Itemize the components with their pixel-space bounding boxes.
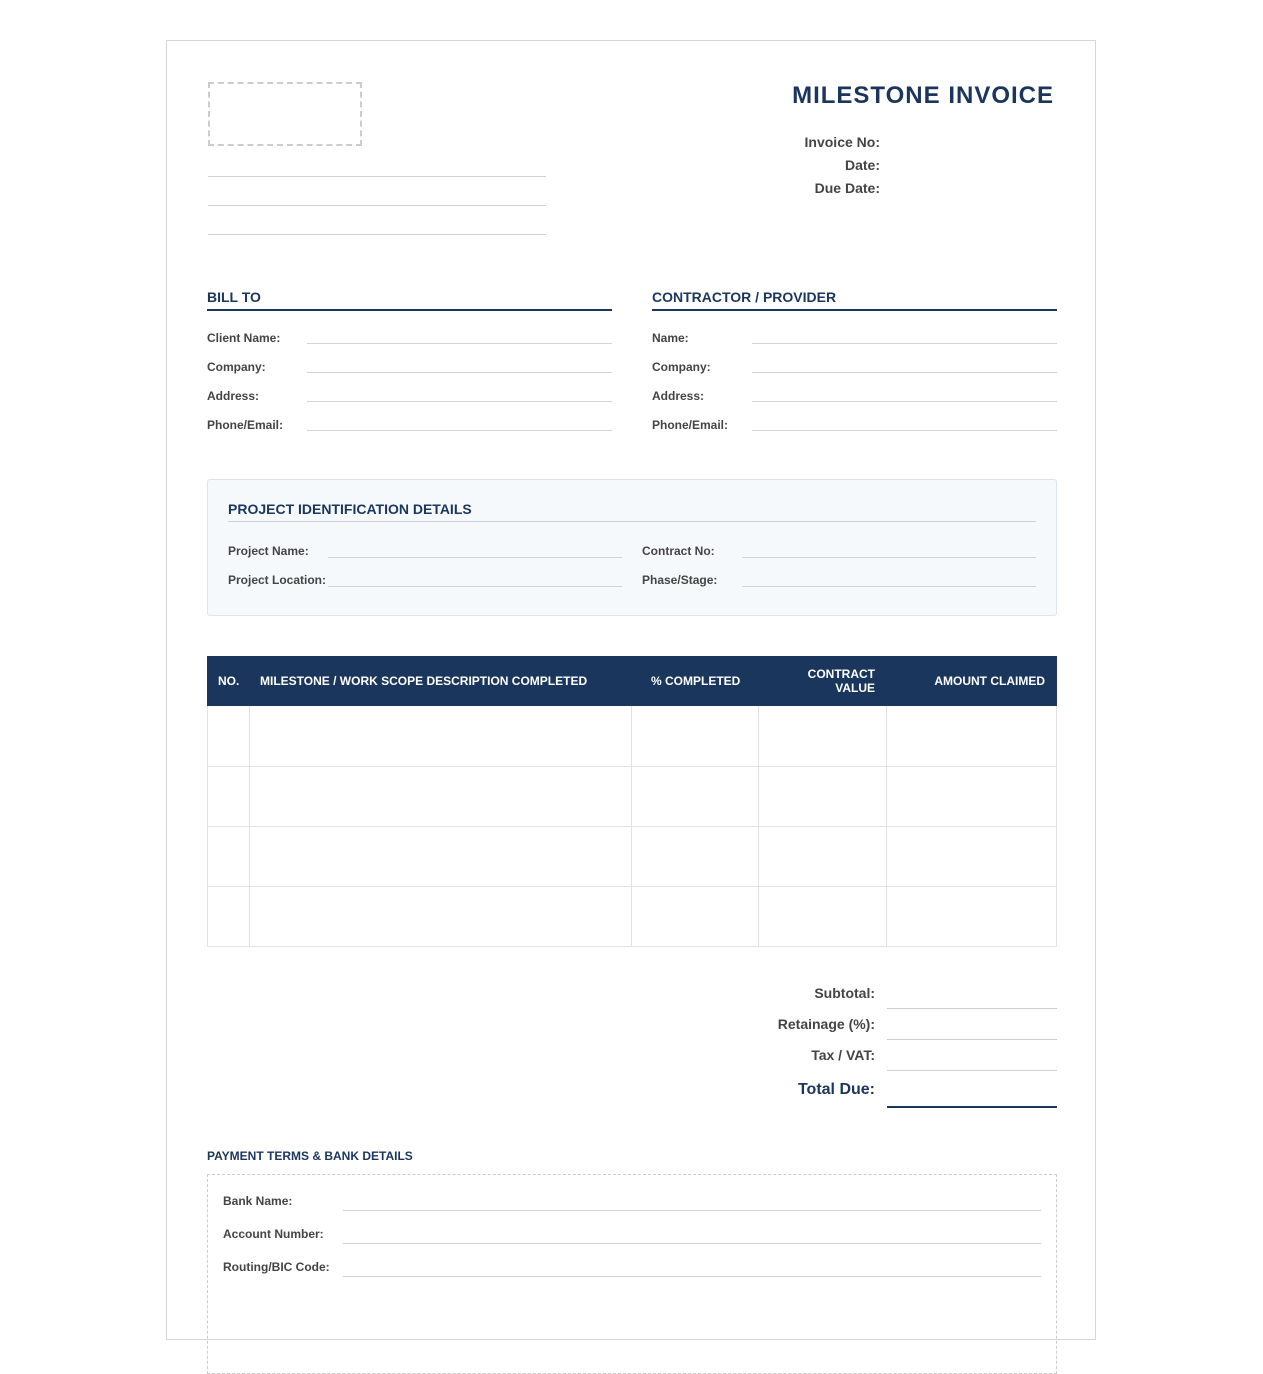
routing-bic-field[interactable] <box>343 1276 1041 1277</box>
client-name-label: Client Name: <box>207 331 281 345</box>
col-no: NO. <box>218 674 240 688</box>
bill-phone-email-label: Phone/Email: <box>207 418 284 432</box>
invoice-title: MILESTONE INVOICE <box>792 82 1054 109</box>
payment-details-box <box>207 1174 1057 1374</box>
bank-name-label: Bank Name: <box>223 1194 293 1208</box>
total-due-field[interactable] <box>887 1106 1057 1108</box>
due-date-label: Due Date: <box>814 180 880 196</box>
contractor-name-label: Name: <box>652 331 689 345</box>
invoice-no-label: Invoice No: <box>804 134 880 150</box>
project-heading-rule <box>228 521 1036 522</box>
subtotal-label: Subtotal: <box>814 985 875 1001</box>
bill-company-label: Company: <box>207 360 266 374</box>
account-number-field[interactable] <box>343 1243 1041 1244</box>
company-address-line[interactable] <box>208 234 546 235</box>
col-percent-completed: % COMPLETED <box>651 674 741 688</box>
table-row[interactable] <box>207 826 1057 827</box>
contractor-phone-email-field[interactable] <box>752 430 1057 431</box>
bank-name-field[interactable] <box>343 1210 1041 1211</box>
contract-no-field[interactable] <box>742 557 1036 558</box>
col-contract-value-line1: CONTRACT <box>807 667 875 681</box>
bill-company-field[interactable] <box>307 372 612 373</box>
contractor-address-label: Address: <box>652 389 705 403</box>
project-name-label: Project Name: <box>228 544 309 558</box>
contractor-company-field[interactable] <box>752 372 1057 373</box>
tax-vat-label: Tax / VAT: <box>811 1047 875 1063</box>
phase-stage-label: Phase/Stage: <box>642 573 718 587</box>
project-location-field[interactable] <box>328 586 622 587</box>
table-row[interactable] <box>207 946 1057 947</box>
retainage-field[interactable] <box>887 1039 1057 1040</box>
bill-to-heading: BILL TO <box>207 289 261 305</box>
project-name-field[interactable] <box>328 557 622 558</box>
invoice-sheet <box>166 40 1096 1340</box>
table-row[interactable] <box>207 766 1057 767</box>
contractor-phone-email-label: Phone/Email: <box>652 418 729 432</box>
client-name-field[interactable] <box>307 343 612 344</box>
bill-phone-email-field[interactable] <box>307 430 612 431</box>
phase-stage-field[interactable] <box>742 586 1036 587</box>
contract-no-label: Contract No: <box>642 544 715 558</box>
subtotal-field[interactable] <box>887 1008 1057 1009</box>
routing-bic-label: Routing/BIC Code: <box>223 1260 330 1274</box>
account-number-label: Account Number: <box>223 1227 324 1241</box>
company-address-line[interactable] <box>208 176 546 177</box>
company-address-line[interactable] <box>208 205 546 206</box>
project-location-label: Project Location: <box>228 573 327 587</box>
date-label: Date: <box>844 157 880 173</box>
bill-to-rule <box>207 309 612 311</box>
retainage-label: Retainage (%): <box>777 1016 875 1032</box>
total-due-label: Total Due: <box>797 1081 875 1098</box>
tax-vat-field[interactable] <box>887 1070 1057 1071</box>
project-heading: PROJECT IDENTIFICATION DETAILS <box>228 501 472 517</box>
contractor-heading: CONTRACTOR / PROVIDER <box>652 289 837 305</box>
col-amount-claimed: AMOUNT CLAIMED <box>934 674 1045 688</box>
col-description: MILESTONE / WORK SCOPE DESCRIPTION COMPLETED <box>260 674 588 688</box>
bill-address-field[interactable] <box>307 401 612 402</box>
project-details-box <box>207 479 1057 616</box>
contractor-rule <box>652 309 1057 311</box>
table-row[interactable] <box>207 886 1057 887</box>
contractor-name-field[interactable] <box>752 343 1057 344</box>
bill-address-label: Address: <box>207 389 260 403</box>
contractor-address-field[interactable] <box>752 401 1057 402</box>
logo-placeholder[interactable] <box>208 82 362 146</box>
contractor-company-label: Company: <box>652 360 711 374</box>
payment-heading: PAYMENT TERMS & BANK DETAILS <box>207 1149 413 1163</box>
col-contract-value-line2: VALUE <box>835 681 875 695</box>
